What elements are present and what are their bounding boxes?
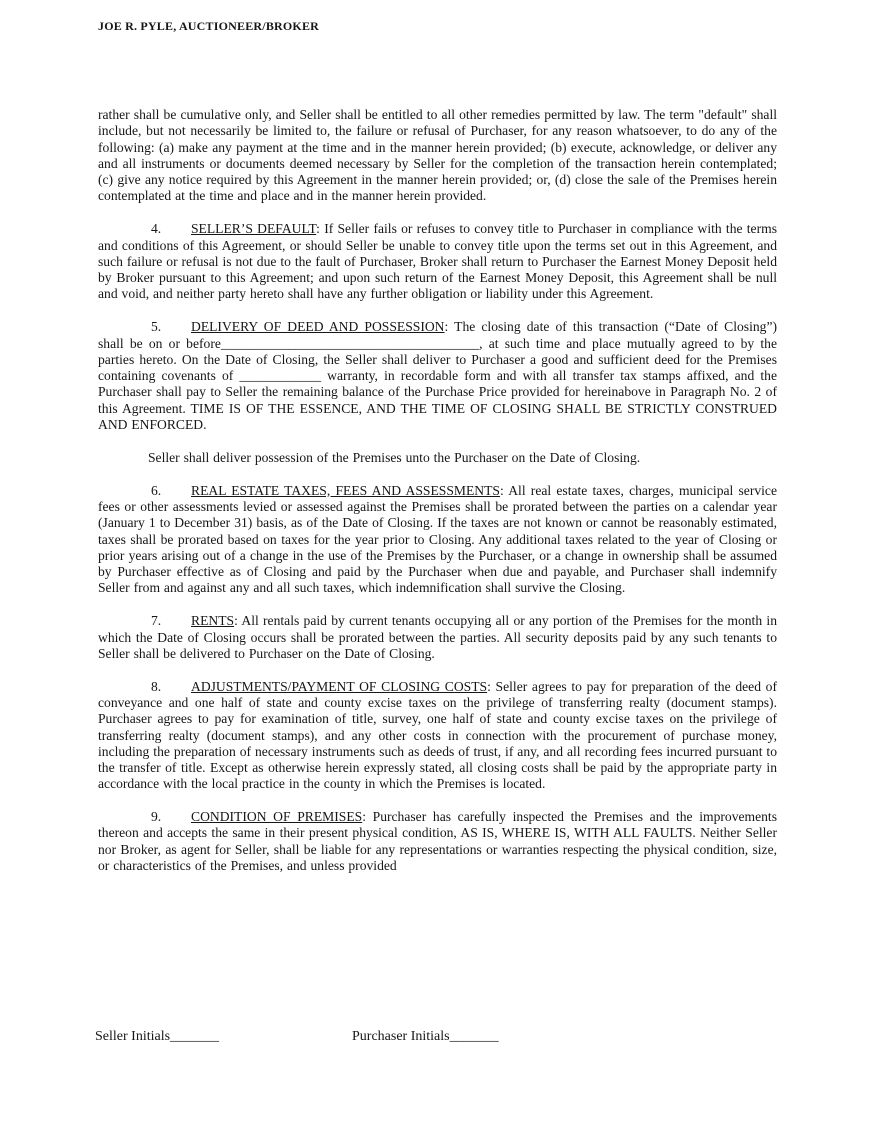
seller-initials-blank: _______ xyxy=(170,1029,220,1044)
paragraph-heading: SELLER’S DEFAULT xyxy=(191,221,317,237)
purchaser-initials xyxy=(352,1028,499,1046)
paragraph-possession xyxy=(98,450,777,466)
paragraph-number: 9. xyxy=(151,809,162,825)
paragraph-text: Seller shall deliver possession of the Premises unto the Purchaser on the Date of Closing. xyxy=(148,449,641,465)
paragraph-rents xyxy=(98,613,777,662)
broker-letterhead: JOE R. PYLE, AUCTIONEER/BROKER xyxy=(98,19,320,33)
paragraph-number: 6. xyxy=(151,482,162,498)
paragraph-text: : All rentals paid by current tenants occupying all or any portion of the Premises for the month in which the Date of Closing occurs shall be prorated between the parties. All security deposits paid by any such tenants to Seller shall be delivered to Purchaser on the Date of Closing. xyxy=(98,613,777,661)
paragraph-text: : Seller agrees to pay for preparation of the deed of conveyance and one half of state and county excise taxes on the privilege of transferring realty (document stamps). Purchaser agrees to pay for examination of title, survey, one half of state and county excise taxes on the privilege of transferring realty (document stamps), and any other costs in connection with the procurement of purchase money, including the preparation of necessary instruments such as deeds of trust, if any, and all recording fees incurred pursuant to the transfer of title. Except as otherwise herein expressly stated, all closing costs shall be paid by the appropriate party in accordance with the local practice in the county in which the Premises is located. xyxy=(98,678,777,792)
seller-initials xyxy=(95,1029,219,1044)
paragraph-text: : If Seller fails or refuses to convey title to Purchaser in compliance with the terms and conditions of this Agreement, or should Seller be unable to convey title upon the terms set out in this Agreement, and such failure or refusal is not due to the fault of Purchaser, Broker shall return to Purchaser the Earnest Money Deposit held by Broker pursuant to this Agreement; and upon such return of the Earnest Money Deposit, this Agreement shall be null and void, and neither party hereto shall have any further obligation or liability under this Agreement. xyxy=(98,221,777,302)
paragraph-heading: CONDITION OF PREMISES xyxy=(191,809,363,825)
paragraph-sellers-default xyxy=(98,221,777,302)
paragraph-text: : All real estate taxes, charges, municipal service fees or other assessments levied or assessed against the Premises shall be prorated between the parties on a calendar year (January 1 to December 31) basis, as of the Date of Closing. If the taxes are not known or cannot be reasonably estimated, taxes shall be prorated based on taxes for the year prior to Closing. Any additional taxes related to the year of Closing or prior years arising out of a change in the use of the Premises by the Purchaser, or a change in ownership shall be assumed by Purchaser effective as of Closing and paid by the Purchaser when due and payable, and Purchaser shall indemnify Seller from and against any and all such taxes, which indemnification shall survive the Closing. xyxy=(98,482,777,596)
paragraph-condition-of-premises xyxy=(98,809,777,874)
paragraph-heading: DELIVERY OF DEED AND POSSESSION xyxy=(191,319,445,335)
paragraph-heading: ADJUSTMENTS/PAYMENT OF CLOSING COSTS xyxy=(191,678,488,694)
paragraph-heading: RENTS xyxy=(191,613,235,629)
paragraph-text: : The closing date of this transaction (“Date of Closing”) shall be on or before______________________________________, at such time and place mutually agreed to by the parties hereto. On the Date of Closing, the Seller shall deliver to Purchaser a good and sufficient deed for the Premises containing covenants of ____________ warranty, in recordable form and with all transfer tax stamps affixed, and the Purchaser shall pay to Seller the remaining balance of the Purchase Price provided for hereinabove in Paragraph No. 2 of this Agreement. TIME IS OF THE ESSENCE, AND THE TIME OF CLOSING SHALL BE STRICTLY CONSTRUED AND ENFORCED. xyxy=(98,319,778,433)
initials-footer xyxy=(95,1028,785,1046)
purchaser-initials-label: Purchaser Initials xyxy=(352,1029,450,1044)
paragraph-delivery-of-deed xyxy=(98,319,777,433)
paragraph-heading: REAL ESTATE TAXES, FEES AND ASSESSMENTS xyxy=(191,482,500,498)
paragraph-text: : Purchaser has carefully inspected the Premises and the improvements thereon and accepts the same in their present physical condition, AS IS, WHERE IS, WITH ALL FAULTS. Neither Seller nor Broker, as agent for Seller, shall be liable for any representations or warranties respecting the physical condition, size, or characteristics of the Premises, and unless provided xyxy=(98,809,777,874)
paragraph-real-estate-taxes xyxy=(98,483,777,597)
purchaser-initials-blank: _______ xyxy=(449,1029,499,1044)
paragraph-number: 7. xyxy=(151,613,162,629)
paragraph-text: rather shall be cumulative only, and Seller shall be entitled to all other remedies permitted by law. The term "default" shall include, but not necessarily be limited to, the failure or refusal of Purchaser, for any reason whatsoever, to do any of the following: (a) make any payment at the time and in the manner herein provided; (b) execute, acknowledge, or deliver any and all instruments or documents deemed necessary by Seller for the completion of the transaction herein contemplated; (c) give any notice required by this Agreement in the manner herein provided; or, (d) close the sale of the Premises herein contemplated at the time and place and in the manner herein provided. xyxy=(98,107,777,204)
paragraph-closing-costs xyxy=(98,679,777,793)
seller-initials-label: Seller Initials xyxy=(95,1029,171,1044)
paragraph-number: 4. xyxy=(151,221,162,237)
paragraph-number: 5. xyxy=(151,319,162,335)
paragraph-number: 8. xyxy=(151,678,162,694)
paragraph-default-continuation xyxy=(98,107,777,205)
